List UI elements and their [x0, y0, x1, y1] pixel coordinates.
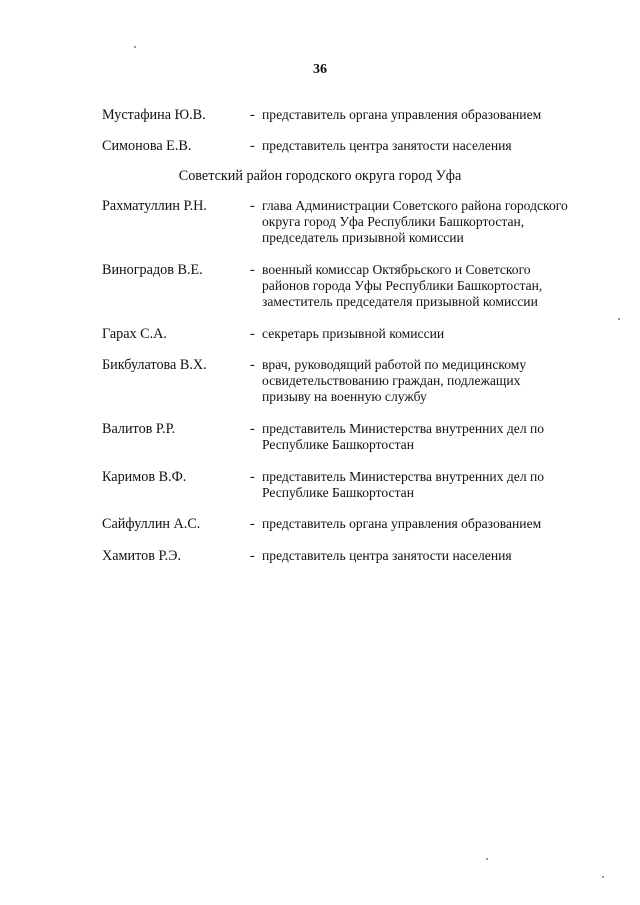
role-line: представитель органа управления образованием	[262, 516, 542, 531]
member-name: Виноградов В.Е.	[102, 262, 203, 278]
dash-separator: -	[250, 138, 255, 154]
page-number: 36	[313, 62, 327, 77]
member-name: Сайфуллин А.С.	[102, 516, 201, 532]
dash-separator: -	[250, 326, 255, 342]
section-heading: Советский район городского округа город Уфа	[178, 168, 462, 184]
scan-speck	[486, 858, 488, 860]
member-name: Симонова Е.В.	[102, 138, 192, 154]
scan-speck	[134, 46, 136, 48]
member-role	[262, 421, 612, 453]
member-name: Гарах С.А.	[102, 326, 167, 342]
role-line: представитель центра занятости населения	[262, 548, 512, 563]
role-line: Республике Башкортостан	[262, 437, 414, 452]
member-name: Мустафина Ю.В.	[102, 107, 206, 123]
member-role	[262, 326, 612, 342]
role-line: районов города Уфы Республики Башкортостан,	[262, 278, 543, 293]
role-line: представитель Министерства внутренних дел по	[262, 469, 545, 484]
dash-separator: -	[250, 262, 255, 278]
role-line: округа город Уфа Республики Башкортостан,	[262, 214, 525, 229]
role-line: освидетельствованию граждан, подлежащих	[262, 373, 521, 388]
role-line: Республике Башкортостан	[262, 485, 414, 500]
role-line: председатель призывной комиссии	[262, 230, 464, 245]
dash-separator: -	[250, 548, 255, 564]
role-line: секретарь призывной комиссии	[262, 326, 445, 341]
role-line: представитель центра занятости населения	[262, 138, 512, 153]
member-role	[262, 469, 612, 501]
role-line: заместитель председателя призывной комиссии	[262, 294, 538, 309]
member-name: Хамитов Р.Э.	[102, 548, 182, 564]
dash-separator: -	[250, 516, 255, 532]
member-role	[262, 548, 612, 564]
role-line: представитель органа управления образованием	[262, 107, 542, 122]
member-role	[262, 516, 612, 532]
dash-separator: -	[250, 469, 255, 485]
role-line: глава Администрации Советского района городского	[262, 198, 568, 213]
role-line: военный комиссар Октябрьского и Советского	[262, 262, 531, 277]
member-role	[262, 262, 612, 310]
role-line: призыву на военную службу	[262, 389, 427, 404]
role-line: представитель Министерства внутренних дел по	[262, 421, 545, 436]
member-name: Валитов Р.Р.	[102, 421, 176, 437]
member-name: Каримов В.Ф.	[102, 469, 187, 485]
member-name: Рахматуллин Р.Н.	[102, 198, 207, 214]
scan-speck	[602, 876, 604, 878]
dash-separator: -	[250, 357, 255, 373]
member-role	[262, 198, 612, 246]
role-line: врач, руководящий работой по медицинскому	[262, 357, 527, 372]
member-name: Бикбулатова В.Х.	[102, 357, 207, 373]
dash-separator: -	[250, 421, 255, 437]
member-role	[262, 357, 612, 405]
member-role	[262, 138, 612, 154]
dash-separator: -	[250, 198, 255, 214]
scan-speck	[618, 318, 620, 320]
dash-separator: -	[250, 107, 255, 123]
member-role	[262, 107, 612, 123]
